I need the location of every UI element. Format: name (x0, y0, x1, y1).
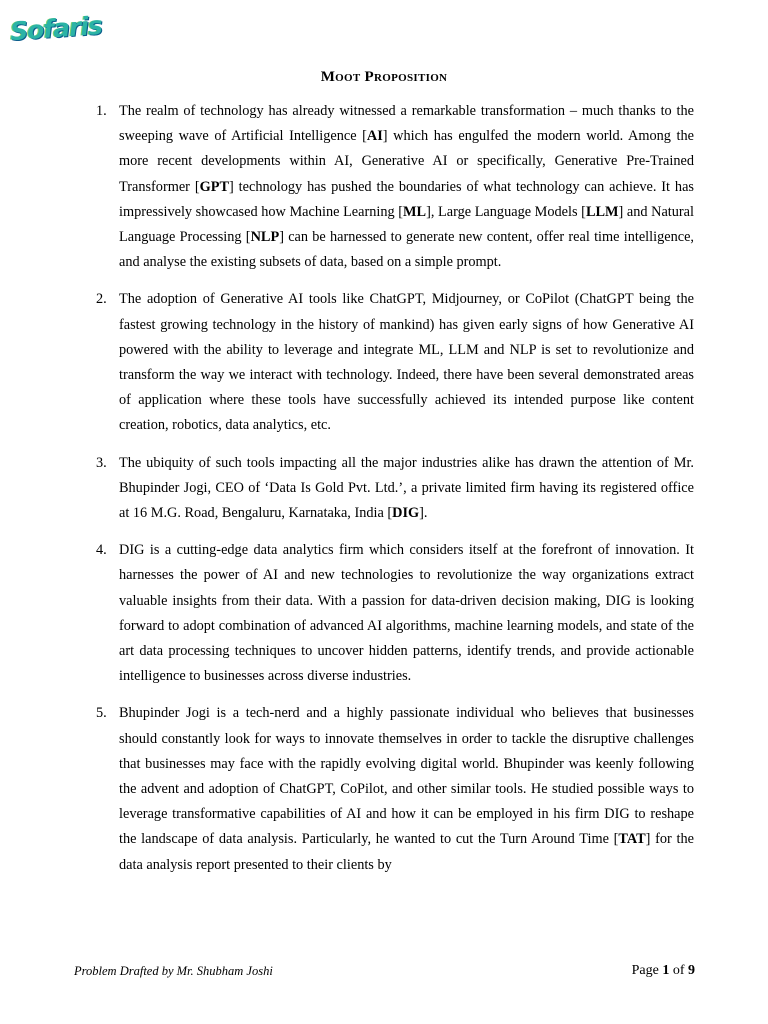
paragraph-number: 4. (96, 542, 107, 559)
footer-drafted-by: Problem Drafted by Mr. Shubham Joshi (74, 964, 273, 978)
proposition-paragraphs (0, 99, 768, 890)
paragraph-number: 5. (96, 705, 107, 722)
page-title: Moot Proposition (320, 69, 448, 85)
paragraph-1: 1. The realm of technology has already witnessed a remarkable transformation – much thanks to the sweeping wave of Artificial Intelligence [AI] which has engulfed the modern world. Among the more recent developments within AI, Generative AI or specifically, Generative Pre-Trained Transformer [GPT] technology has pushed the boundaries of what technology can achieve. It has impressively showcased how Machine Learning [ML], Large Language Models [LLM] and Natural Language Processing [NLP] can be harnessed to generate new content, offer real time intelligence, and analyse the existing subsets of data, based on a simple prompt. (0, 99, 694, 275)
paragraph-4: 4. DIG is a cutting-edge data analytics firm which considers itself at the forefront of innovation. It harnesses the power of AI and new technologies to revolutionize the way organizations extract valuable insights from their data. With a passion for data-driven decision making, DIG is looking forward to adopt combination of advanced AI algorithms, machine learning models, and state of the art data processing techniques to uncover hidden patterns, identify trends, and provide actionable intelligence to businesses across diverse industries. (0, 538, 694, 689)
sofaris-logo: Sofaris (9, 10, 103, 47)
page-indicator: Page 1 of 9 (631, 963, 695, 978)
paragraph-2: 2. The adoption of Generative AI tools like ChatGPT, Midjourney, or CoPilot (ChatGPT being the fastest growing technology in the history of mankind) has given early signs of how Generative AI powered with the ability to leverage and integrate ML, LLM and NLP is set to revolutionize and transform the way we interact with technology. Indeed, there have been several demonstrated areas of application where these tools have successfully achieved its intended purpose like content creation, robotics, data analytics, etc. (0, 287, 694, 438)
paragraph-3: 3. The ubiquity of such tools impacting all the major industries alike has drawn the attention of Mr. Bhupinder Jogi, CEO of ‘Data Is Gold Pvt. Ltd.’, a private limited firm having its registered office at 16 M.G. Road, Bengaluru, Karnataka, India [DIG]. (0, 451, 694, 527)
paragraph-number: 3. (96, 454, 107, 471)
paragraph-5: 5. Bhupinder Jogi is a tech-nerd and a highly passionate individual who believes that businesses should constantly look for ways to innovate themselves in order to tackle the disruptive challenges that businesses may face with the rapidly evolving digital world. Bhupinder was keenly following the advent and adoption of ChatGPT, CoPilot, and other similar tools. He studied possible ways to leverage transformative capabilities of AI and how it can be employed in his firm DIG to reshape the landscape of data analysis. Particularly, he wanted to cut the Turn Around Time [TAT] for the data analysis report presented to their clients by (0, 701, 694, 877)
paragraph-number: 1. (96, 103, 107, 119)
paragraph-number: 2. (96, 291, 107, 308)
